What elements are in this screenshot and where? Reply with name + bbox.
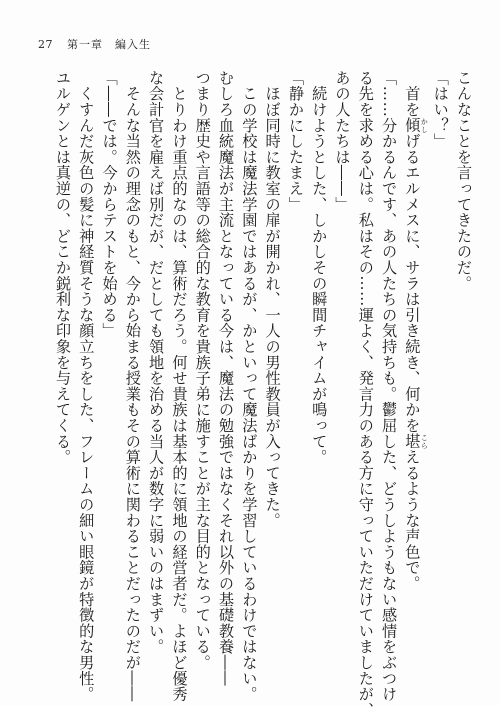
text-line: くすんだ灰色の髪に神経質そうな顔立ちをした、フレームの細い眼鏡が特徴的な男性。 [77, 70, 96, 702]
text-line: この学校は魔法学園ではあるが、かといって魔法ばかりを学習しているわけではない。 [240, 70, 259, 702]
text-line: あの人たちは――」 [333, 70, 352, 213]
page-header [38, 36, 151, 54]
text-line: ほぼ同時に教室の扉が開かれ、一人の男性教員が入ってきた。 [263, 70, 282, 529]
text-line: こんなことを言ってきたのだ。 [455, 70, 473, 292]
text-line: 首を傾 かしげるエルメスに、サラは引き続き、何かを堪 こらえるような声色で。 [403, 70, 429, 592]
text-line: ユルゲンとは真逆の、どこか鋭利な印象を与えてくる。 [53, 70, 72, 465]
body-text [25, 70, 475, 718]
text-line: とりわけ重点的なのは、算術だろう。何せ貴族は基本的に領地の経営者だ。よほど優秀 [170, 70, 189, 702]
text-line: な会計官を雇えば別だが、だとしても領地を治める当人が数字に弱いのはまずい。 [147, 70, 166, 655]
text-line: 続けようとした、しかしその瞬間チャイムが鳴って。 [310, 70, 329, 465]
page-number: 27 [38, 38, 53, 51]
ruby-kora: 堪 こら [403, 433, 429, 450]
chapter-title: 第一章 編入生 [67, 38, 151, 51]
text-line: 「はい？」 [431, 70, 450, 149]
text-line: 「……分かるんです、あの人たちの気持ちも。鬱屈した、どうしようもない感情をぶつけ [380, 70, 399, 702]
text-line: る先を求める心は。私はその……運よく、発言力のある方に守っていただけていましたが、 [356, 70, 375, 718]
text-line: つまり歴史や言語等の総合的な教育を貴族子弟に施すことが主な目的となっている。 [193, 70, 212, 671]
text-line: 「静かにしたまえ」 [286, 70, 305, 213]
ruby-kashi: 傾 かし [403, 117, 429, 134]
text-line: むしろ血統魔法が主流となっている今は、魔法の勉強ではなくそれ以外の基礎教養―― [217, 70, 236, 687]
text-line: そんな当然の理念のもと、今から始まる授業もその算術に関わることだったのだが―― [123, 70, 142, 702]
text-line: 「――では。今からテストを始める」 [100, 70, 119, 339]
